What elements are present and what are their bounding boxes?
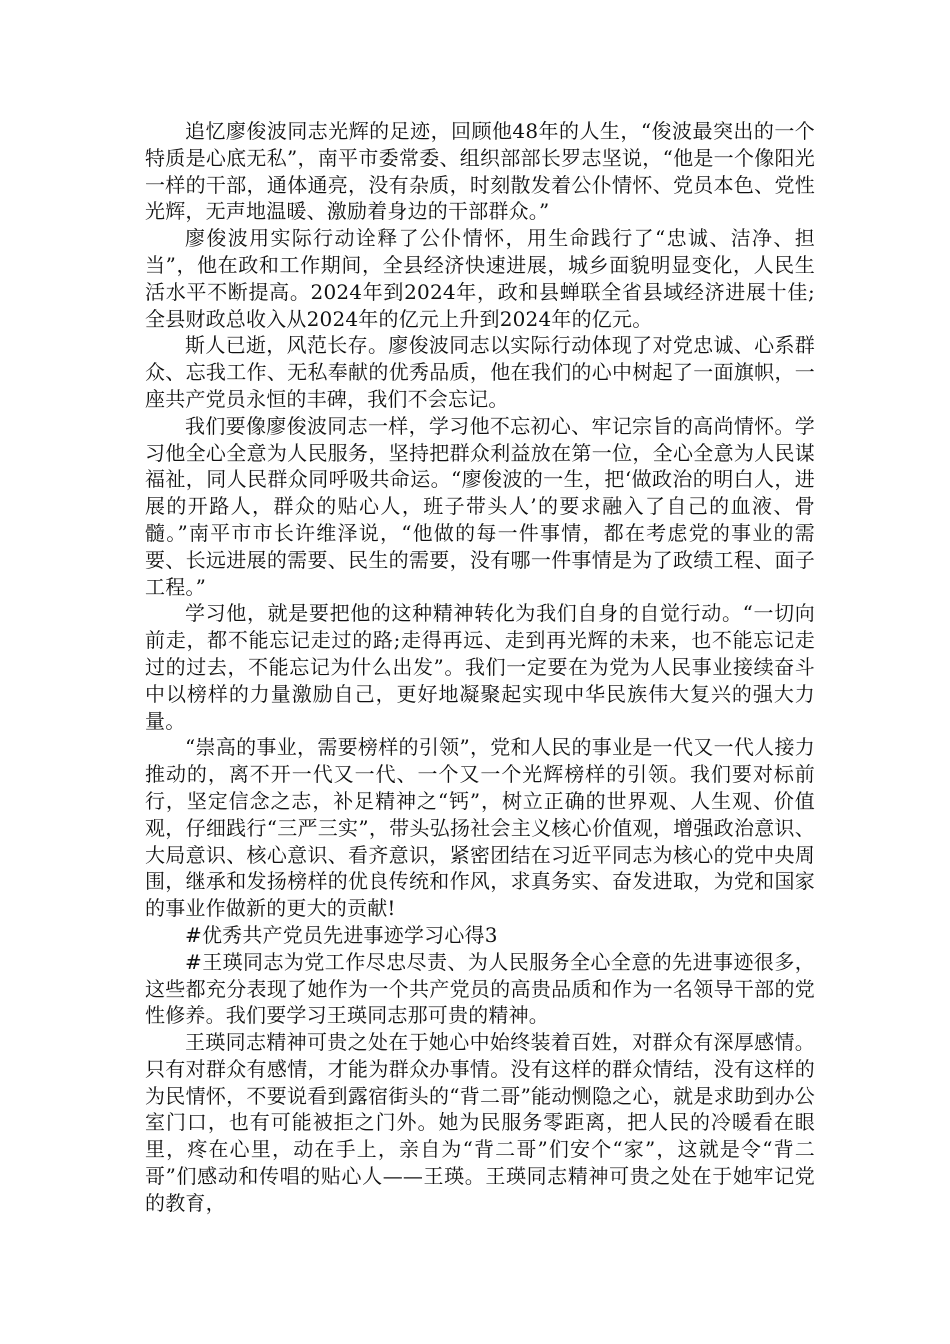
paragraph-1: 追忆廖俊波同志光辉的足迹，回顾他48年的人生，“俊波最突出的一个特质是心底无私”，南平市委常委、组织部部长罗志坚说，“他是一个像阳光一样的干部，通体通亮，没有杂质，时刻散发着公仆情怀、党员本色、党性光辉，无声地温暖、激励着身边的干部群众。” [145,119,815,224]
paragraph-6: “崇高的事业，需要榜样的引领”，党和人民的事业是一代又一代人接力推动的，离不开一代又一代、一个又一个光辉榜样的引领。我们要对标前行，坚定信念之志，补足精神之“钙”，树立正确的世界观、人生观、价值观，仔细践行“三严三实”，带头弘扬社会主义核心价值观，增强政治意识、大局意识、核心意识、看齐意识，紧密团结在习近平同志为核心的党中央周围，继承和发扬榜样的优良传统和作风，求真务实、奋发进取，为党和国家的事业作做新的更大的贡献! [145,735,815,921]
paragraph-5: 学习他，就是要把他的这种精神转化为我们自身的自觉行动。“一切向前走，都不能忘记走过的路;走得再远、走到再光辉的未来，也不能忘记走过的过去，不能忘记为什么出发”。我们一定要在为党为人民事业接续奋斗中以榜样的力量激励自己，更好地凝聚起实现中华民族伟大复兴的强大力量。 [145,601,815,733]
document-body [145,118,815,1217]
paragraph-3: 斯人已逝，风范长存。廖俊波同志以实际行动体现了对党忠诚、心系群众、忘我工作、无私奉献的优秀品质，他在我们的心中树起了一面旗帜，一座共产党员永恒的丰碑，我们不会忘记。 [145,333,815,411]
paragraph-7: #王瑛同志为党工作尽忠尽责、为人民服务全心全意的先进事迹很多，这些都充分表现了她作为一个共产党员的高贵品质和作为一名领导干部的党性修养。我们要学习王瑛同志那可贵的精神。 [145,949,815,1028]
section-heading: #优秀共产党员先进事迹学习心得3 [185,922,498,947]
paragraph-4: 我们要像廖俊波同志一样，学习他不忘初心、牢记宗旨的高尚情怀。学习他全心全意为人民服务，坚持把群众利益放在第一位，全心全意为人民谋福祉，同人民群众同呼吸共命运。“廖俊波的一生，把‘做政治的明白人，进展的开路人，群众的贴心人，班子带头人’的要求融入了自己的血液、骨髓。”南平市市长许维泽说，“他做的每一件事情，都在考虑党的事业的需要、长远进展的需要、民生的需要，没有哪一件事情是为了政绩工程、面子工程。” [145,413,815,599]
paragraph-8: 王瑛同志精神可贵之处在于她心中始终装着百姓，对群众有深厚感情。只有对群众有感情，才能为群众办事情。没有这样的群众情结，没有这样的为民情怀，不要说看到露宿街头的“背二哥”能动恻隐之心，就是求助到办公室门口，也有可能被拒之门外。她为民服务零距离，把人民的冷暖看在眼里，疼在心里，动在手上，亲自为“背二哥”们安个“家”，这就是令“背二哥”们感动和传唱的贴心人——王瑛。王瑛同志精神可贵之处在于她牢记党的教育， [145,1030,815,1215]
paragraph-2: 廖俊波用实际行动诠释了公仆情怀，用生命践行了“忠诚、洁净、担当”，他在政和工作期间，全县经济快速进展，城乡面貌明显变化，人民生活水平不断提高。2024年到2024年，政和县蝉联全省县域经济进展十佳;全县财政总收入从2024年的亿元上升到2024年的亿元。 [145,226,815,331]
